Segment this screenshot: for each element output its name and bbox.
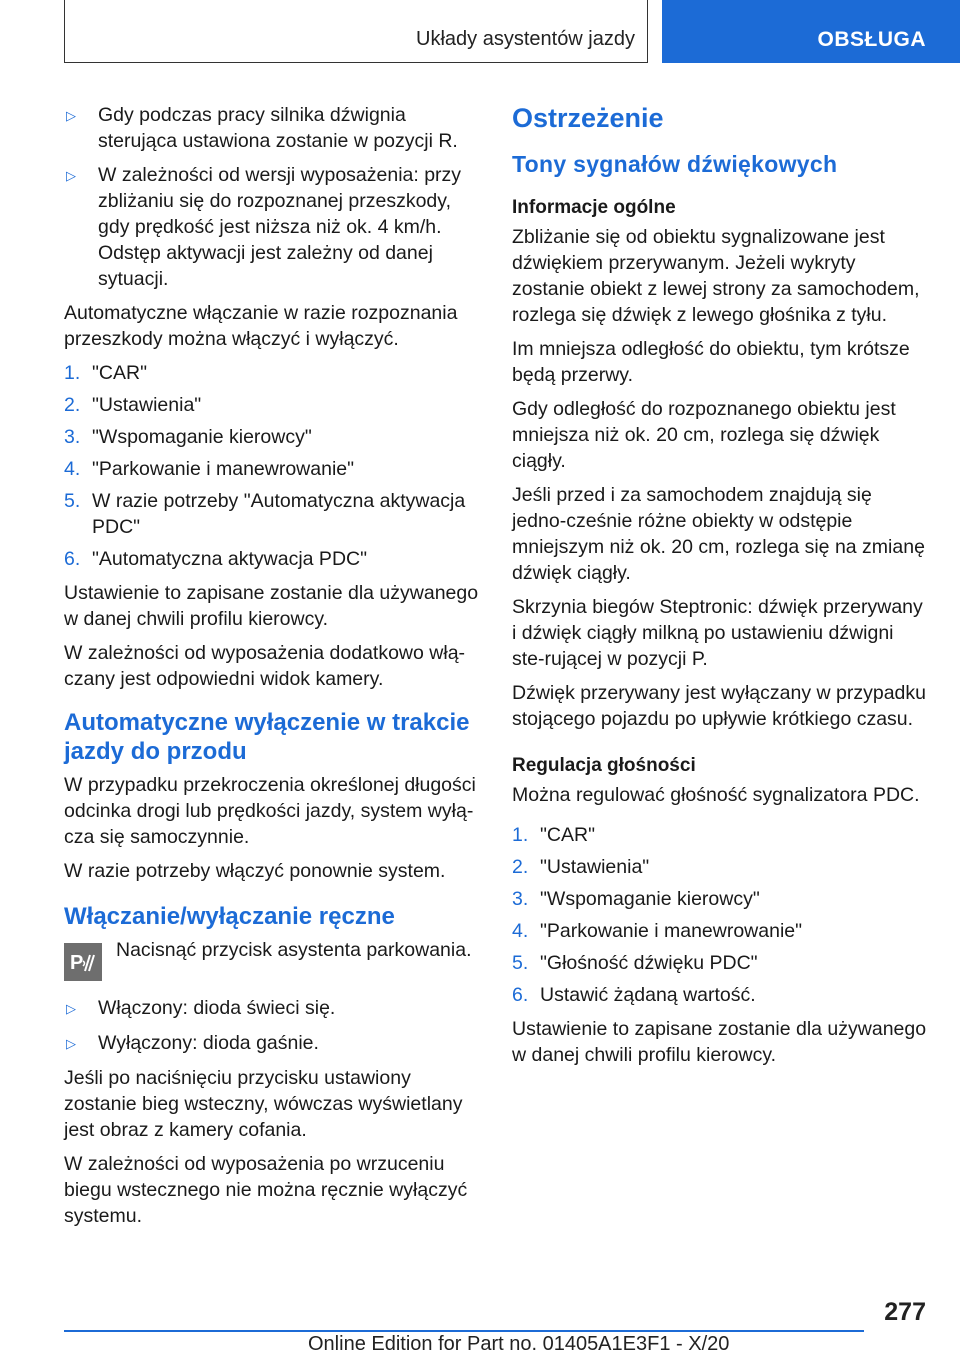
parking-assistant-icon (64, 943, 102, 981)
triangle-right-icon: ▷ (66, 108, 76, 123)
left-column (64, 102, 480, 1237)
paragraph: Zbliżanie się od obiektu sygnalizowane jest dźwiękiem przerywanym. Jeżeli wykryty zostanie obiekt z lewej strony za samochodem, rozlega się dźwięk z lewego głośnika z tyłu. (512, 226, 920, 326)
paragraph: Automatyczne włączanie w razie rozpoznania przeszkody można włączyć i wyłączyć. (64, 302, 458, 350)
step-item: 3. "Wspomaganie kierowcy" (64, 426, 312, 448)
step-item: 1. "CAR" (64, 362, 148, 384)
paragraph: Jeśli przed i za samochodem znajdują się jedno‐cześnie różne obiekty w odstępie mniejszym niż ok. 20 cm, rozlega się na zmianę dźwięk ciągły. (512, 484, 925, 584)
step-item: 5. "Głośność dźwięku PDC" (512, 952, 758, 974)
step-item: 2. "Ustawienia" (512, 856, 650, 878)
step-item: 4. "Parkowanie i manewrowanie" (512, 920, 803, 942)
step-item: 6. "Automatyczna aktywacja PDC" (64, 548, 368, 570)
step-item: 4. "Parkowanie i manewrowanie" (64, 458, 355, 480)
step-item: 6. Ustawić żądaną wartość. (512, 984, 756, 1006)
section-tab (662, 0, 960, 63)
subsection-heading: Tony sygnałów dźwiękowych (512, 151, 838, 177)
paragraph: Można regulować głośność sygnalizatora PDC. (512, 784, 920, 806)
list-item: ▷ Wyłączony: dioda gaśnie. (64, 1030, 480, 1057)
list-item: ▷ Gdy podczas pracy silnika dźwignia sterująca ustawiona zostanie w pozycji R. (66, 104, 458, 152)
triangle-right-icon: ▷ (66, 1001, 76, 1016)
chapter-title: Układy asystentów jazdy (416, 28, 635, 50)
svg-text:P: P (70, 952, 84, 974)
paragraph: Skrzynia biegów Steptronic: dźwięk przerywany i dźwięk ciągły milkną po ustawieniu dźwigni ste‐rującej w pozycji P. (512, 596, 923, 670)
step-item: 1. "CAR" (512, 824, 596, 846)
step-item: 3. "Wspomaganie kierowcy" (512, 888, 760, 910)
header-tab (64, 0, 648, 63)
paragraph: W przypadku przekroczenia określonej długości odcinka drogi lub prędkości jazdy, system wyłą‐cza się samoczynnie. (64, 774, 476, 848)
page-number: 277 (884, 1298, 926, 1326)
step-item: 5. W razie potrzeby "Automatyczna aktywacja PDC" (64, 490, 466, 538)
right-column (512, 102, 928, 1076)
paragraph: W zależności od wyposażenia dodatkowo włą‐czany jest odpowiedni widok kamery. (64, 642, 466, 690)
warning-heading: Ostrzeżenie (512, 103, 664, 133)
paragraph: Gdy odległość do rozpoznanego obiektu jest mniejsza niż ok. 20 cm, rozlega się dźwięk ciągły. (512, 398, 896, 472)
paragraph: W razie potrzeby włączyć ponownie system. (64, 860, 446, 882)
list-item: ▷ Włączony: dioda świeci się. (64, 995, 480, 1022)
section-label: OBSŁUGA (817, 28, 926, 51)
paragraph: Ustawienie to zapisane zostanie dla używanego w danej chwili profilu kierowcy. (512, 1018, 927, 1066)
step-item: 2. "Ustawienia" (64, 394, 202, 416)
paragraph: Im mniejsza odległość do obiektu, tym krótsze będą przerwy. (512, 338, 910, 386)
subheading: Informacje ogólne (512, 197, 676, 218)
section-heading: Automatyczne wyłączenie w trakcie jazdy do przodu (64, 709, 470, 765)
footer-divider (64, 1330, 864, 1332)
steps-list (64, 360, 480, 572)
paragraph: Ustawienie to zapisane zostanie dla używanego w danej chwili profilu kierowcy. (64, 582, 479, 630)
section-heading: Włączanie/wyłączanie ręczne (64, 903, 395, 930)
paragraph: Jeśli po naciśnięciu przycisku ustawiony zostanie bieg wsteczny, wówczas wyświetlany jest obraz z kamery cofania. (64, 1067, 463, 1141)
paragraph: Dźwięk przerywany jest wyłączany w przypadku stojącego pojazdu po upływie krótkiego czasu. (512, 682, 926, 730)
subheading: Regulacja głośności (512, 755, 696, 776)
edition-footer: Online Edition for Part no. 01405A1E3F1 - X/20 (308, 1333, 730, 1355)
triangle-right-icon: ▷ (66, 168, 76, 183)
steps-list (512, 822, 928, 1008)
list-item: ▷ W zależności od wersji wyposażenia: przy zbliżaniu się do rozpoznanej przeszkody, gdy prędkość jest niższa niż ok. 4 km/h. Odstęp aktywacji jest zależny od danej sytuacji. (66, 164, 462, 290)
triangle-right-icon: ▷ (66, 1036, 76, 1051)
paragraph: W zależności od wyposażenia po wrzuceniu biegu wstecznego nie można ręcznie wyłączyć systemu. (64, 1153, 468, 1227)
button-instruction: P Nacisnąć przycisk asystenta parkowania. (64, 937, 480, 981)
